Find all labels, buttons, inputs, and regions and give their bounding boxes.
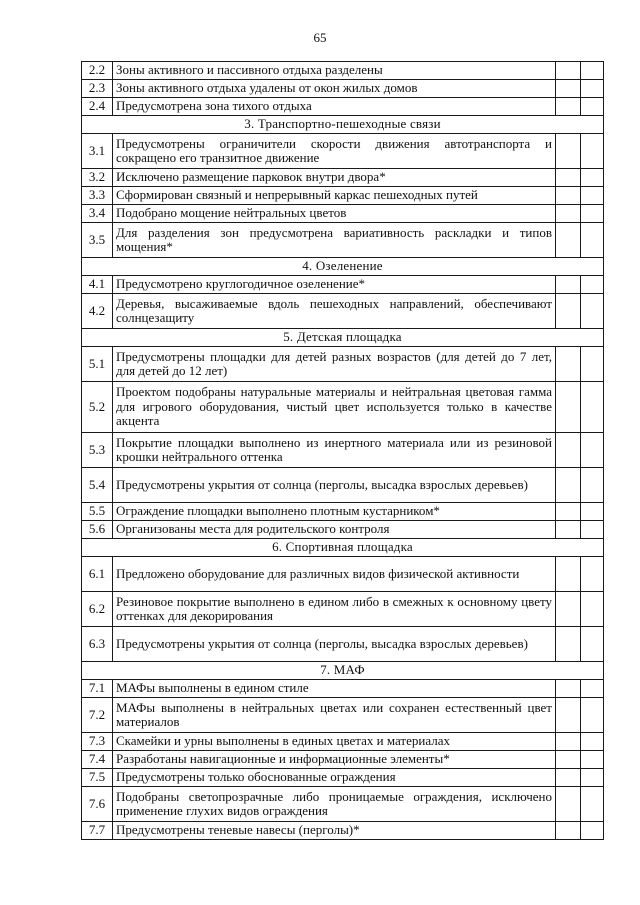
- item-description: Предусмотрено круглогодичное озеленение*: [113, 276, 556, 294]
- blank-mark-cell: [581, 769, 604, 787]
- item-number: 5.2: [82, 382, 113, 433]
- blank-mark-cell: [556, 503, 581, 521]
- blank-mark-cell: [556, 627, 581, 662]
- blank-mark-cell: [581, 223, 604, 258]
- blank-mark-cell: [556, 751, 581, 769]
- blank-mark-cell: [581, 187, 604, 205]
- table-row: [82, 787, 604, 822]
- blank-mark-cell: [581, 169, 604, 187]
- item-number: 5.4: [82, 468, 113, 503]
- item-description: Предусмотрены площадки для детей разных возрастов (для детей до 7 лет, для детей до 12 лет): [113, 347, 556, 382]
- item-number: 3.3: [82, 187, 113, 205]
- table-row: [82, 698, 604, 733]
- table-row: [82, 468, 604, 503]
- table-row: [82, 294, 604, 329]
- item-number: 7.4: [82, 751, 113, 769]
- section-title: 4. Озеленение: [82, 258, 604, 276]
- item-number: 3.5: [82, 223, 113, 258]
- blank-mark-cell: [581, 733, 604, 751]
- blank-mark-cell: [556, 347, 581, 382]
- table-row: [82, 592, 604, 627]
- table-row: [82, 521, 604, 539]
- item-description: Подобраны светопрозрачные либо проницаемые ограждения, исключено применение глухих видов ограждения: [113, 787, 556, 822]
- blank-mark-cell: [581, 557, 604, 592]
- item-description: Резиновое покрытие выполнено в едином либо в смежных к основному цвету оттенках для декорирования: [113, 592, 556, 627]
- item-number: 3.4: [82, 205, 113, 223]
- table-row: [82, 627, 604, 662]
- blank-mark-cell: [556, 62, 581, 80]
- blank-mark-cell: [581, 698, 604, 733]
- item-number: 7.6: [82, 787, 113, 822]
- section-header-row: [82, 329, 604, 347]
- item-number: 7.1: [82, 680, 113, 698]
- blank-mark-cell: [581, 276, 604, 294]
- blank-mark-cell: [556, 787, 581, 822]
- blank-mark-cell: [556, 169, 581, 187]
- item-description: Предложено оборудование для различных видов физической активности: [113, 557, 556, 592]
- item-number: 4.1: [82, 276, 113, 294]
- blank-mark-cell: [556, 698, 581, 733]
- item-number: 2.3: [82, 80, 113, 98]
- blank-mark-cell: [556, 98, 581, 116]
- blank-mark-cell: [556, 382, 581, 433]
- blank-mark-cell: [581, 822, 604, 840]
- blank-mark-cell: [581, 134, 604, 169]
- item-description: Покрытие площадки выполнено из инертного материала или из резиновой крошки нейтрального оттенка: [113, 433, 556, 468]
- item-description: Предусмотрена зона тихого отдыха: [113, 98, 556, 116]
- item-number: 6.2: [82, 592, 113, 627]
- table-row: [82, 80, 604, 98]
- blank-mark-cell: [556, 592, 581, 627]
- blank-mark-cell: [556, 680, 581, 698]
- checklist-table-body: [82, 62, 604, 840]
- item-description: Подобрано мощение нейтральных цветов: [113, 205, 556, 223]
- item-description: Для разделения зон предусмотрена вариативность раскладки и типов мощения*: [113, 223, 556, 258]
- checklist-table: [81, 61, 604, 840]
- item-description: Сформирован связный и непрерывный каркас пешеходных путей: [113, 187, 556, 205]
- table-row: [82, 382, 604, 433]
- table-row: [82, 503, 604, 521]
- blank-mark-cell: [581, 80, 604, 98]
- item-description: Скамейки и урны выполнены в единых цветах и материалах: [113, 733, 556, 751]
- item-number: 5.5: [82, 503, 113, 521]
- item-number: 6.3: [82, 627, 113, 662]
- item-number: 7.3: [82, 733, 113, 751]
- table-row: [82, 433, 604, 468]
- item-number: 6.1: [82, 557, 113, 592]
- page-number: 65: [313, 30, 327, 45]
- item-number: 5.1: [82, 347, 113, 382]
- blank-mark-cell: [556, 521, 581, 539]
- blank-mark-cell: [556, 80, 581, 98]
- item-description: Предусмотрены только обоснованные ограждения: [113, 769, 556, 787]
- item-description: МАФы выполнены в едином стиле: [113, 680, 556, 698]
- item-number: 5.6: [82, 521, 113, 539]
- item-number: 2.2: [82, 62, 113, 80]
- blank-mark-cell: [556, 733, 581, 751]
- table-row: [82, 134, 604, 169]
- table-row: [82, 769, 604, 787]
- table-row: [82, 187, 604, 205]
- item-number: 7.5: [82, 769, 113, 787]
- table-row: [82, 98, 604, 116]
- item-description: Деревья, высаживаемые вдоль пешеходных направлений, обеспечивают солнцезащиту: [113, 294, 556, 329]
- item-description: Предусмотрены ограничители скорости движения автотранспорта и сокращено его транзитное движение: [113, 134, 556, 169]
- blank-mark-cell: [581, 503, 604, 521]
- table-row: [82, 205, 604, 223]
- blank-mark-cell: [581, 62, 604, 80]
- item-number: 4.2: [82, 294, 113, 329]
- table-row: [82, 822, 604, 840]
- item-number: 3.1: [82, 134, 113, 169]
- section-title: 5. Детская площадка: [82, 329, 604, 347]
- blank-mark-cell: [581, 433, 604, 468]
- table-row: [82, 276, 604, 294]
- item-description: Организованы места для родительского контроля: [113, 521, 556, 539]
- blank-mark-cell: [581, 751, 604, 769]
- section-title: 6. Спортивная площадка: [82, 539, 604, 557]
- blank-mark-cell: [556, 822, 581, 840]
- section-header-row: [82, 539, 604, 557]
- blank-mark-cell: [581, 627, 604, 662]
- item-number: 2.4: [82, 98, 113, 116]
- item-number: 7.2: [82, 698, 113, 733]
- blank-mark-cell: [556, 187, 581, 205]
- blank-mark-cell: [581, 680, 604, 698]
- blank-mark-cell: [581, 98, 604, 116]
- item-description: Зоны активного отдыха удалены от окон жилых домов: [113, 80, 556, 98]
- blank-mark-cell: [556, 276, 581, 294]
- table-row: [82, 347, 604, 382]
- blank-mark-cell: [581, 468, 604, 503]
- section-header-row: [82, 116, 604, 134]
- section-title: 3. Транспортно-пешеходные связи: [82, 116, 604, 134]
- section-header-row: [82, 662, 604, 680]
- blank-mark-cell: [581, 521, 604, 539]
- section-header-row: [82, 258, 604, 276]
- table-row: [82, 62, 604, 80]
- blank-mark-cell: [556, 433, 581, 468]
- table-row: [82, 751, 604, 769]
- table-row: [82, 223, 604, 258]
- item-number: 3.2: [82, 169, 113, 187]
- table-row: [82, 169, 604, 187]
- blank-mark-cell: [581, 382, 604, 433]
- item-description: Исключено размещение парковок внутри двора*: [113, 169, 556, 187]
- blank-mark-cell: [581, 205, 604, 223]
- item-number: 5.3: [82, 433, 113, 468]
- blank-mark-cell: [556, 223, 581, 258]
- table-row: [82, 557, 604, 592]
- blank-mark-cell: [581, 592, 604, 627]
- section-title: 7. МАФ: [82, 662, 604, 680]
- item-description: Предусмотрены укрытия от солнца (перголы, высадка взрослых деревьев): [113, 468, 556, 503]
- blank-mark-cell: [581, 787, 604, 822]
- blank-mark-cell: [556, 557, 581, 592]
- blank-mark-cell: [581, 294, 604, 329]
- item-description: Ограждение площадки выполнено плотным кустарником*: [113, 503, 556, 521]
- item-description: Предусмотрены теневые навесы (перголы)*: [113, 822, 556, 840]
- item-description: Предусмотрены укрытия от солнца (перголы, высадка взрослых деревьев): [113, 627, 556, 662]
- table-row: [82, 680, 604, 698]
- blank-mark-cell: [581, 347, 604, 382]
- item-number: 7.7: [82, 822, 113, 840]
- blank-mark-cell: [556, 134, 581, 169]
- item-description: Зоны активного и пассивного отдыха разделены: [113, 62, 556, 80]
- item-description: Разработаны навигационные и информационные элементы*: [113, 751, 556, 769]
- blank-mark-cell: [556, 294, 581, 329]
- table-row: [82, 733, 604, 751]
- blank-mark-cell: [556, 769, 581, 787]
- blank-mark-cell: [556, 205, 581, 223]
- item-description: МАФы выполнены в нейтральных цветах или сохранен естественный цвет материалов: [113, 698, 556, 733]
- item-description: Проектом подобраны натуральные материалы и нейтральная цветовая гамма для игрового оборудования, чистый цвет используется только в качестве акцента: [113, 382, 556, 433]
- blank-mark-cell: [556, 468, 581, 503]
